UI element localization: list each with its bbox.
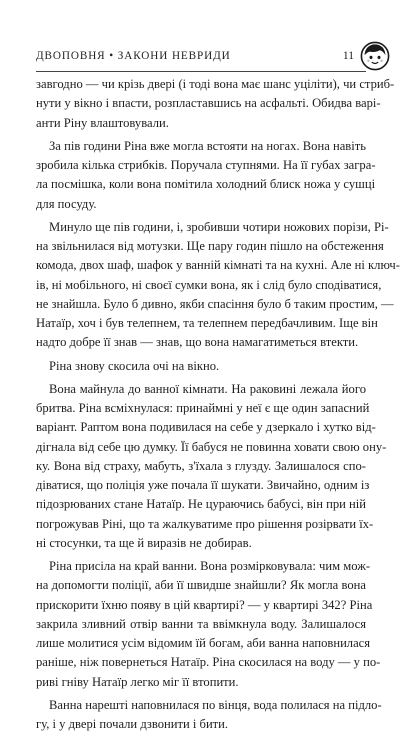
text-line: на звільнилася від мотузки. Ще пару годин пішло на обстеження <box>36 239 384 253</box>
text-line: ла посмішка, коли вона помітила холодний блиск ножа у сушці <box>36 177 376 192</box>
body-text <box>36 75 400 738</box>
text-line: Ріна присіла на край ванни. Вона розмірковувала: чим мож- <box>49 559 371 573</box>
text-line: гу, і у двері почали дзвонити і бити. <box>36 717 229 731</box>
text-line: ку. Вона від страху, мабуть, з'їхала з глузду. Залишалося спо- <box>36 458 366 473</box>
text-line: діватися, що поліція уже почала її шукати. Звичайно, одним із <box>36 478 370 492</box>
paragraph <box>36 218 400 353</box>
text-line: нути у вікно і впасти, розпластавшись на асфальті. Обидва варі- <box>36 96 381 111</box>
text-line: погрожував Ріні, що та жалкуватиме про рішення розірвати їх- <box>36 516 374 531</box>
text-line: комода, двох шаф, шафок у ванній кімнаті та на кухні. Але ні ключ- <box>36 258 400 273</box>
running-head: ДВОПОВНЯ • ЗАКОНИ НЕВРИДИ <box>36 50 231 62</box>
text-line: ів, ні мобільного, ні своєї сумки вона, як і слід було сподіватися, <box>36 277 382 292</box>
text-line: За пів години Ріна вже могла встояти на ногах. Вона навіть <box>49 138 366 153</box>
paragraph <box>36 137 376 214</box>
text-line: підозрюваних стане Натаїр. Не цураючись бабусі, він при ній <box>36 497 367 512</box>
text-line: дігнала від себе цю думку. Її бабуся не повинна ховати свою ону- <box>36 439 387 454</box>
text-line: бритва. Ріна всміхнулася: принаймні у неї є ще один запасний <box>36 401 370 415</box>
text-line: на допомогти поліції, аби її швидше знайшли? Як могла вона <box>36 578 366 593</box>
paragraph <box>36 380 387 553</box>
text-line: варіант. Раптом вона подивилася на себе у дзеркало і хутко від- <box>36 420 376 435</box>
text-line: риві гніву Натаїр легко міг її втопити. <box>36 674 239 689</box>
text-line: прискорити їхню появу в цій квартирі? — у квартирі 342? Ріна <box>36 597 373 612</box>
text-line: Ріна знову скосила очі на вікно. <box>49 358 220 373</box>
page-number: 11 <box>342 50 354 62</box>
text-line: надто добре її знав — знав, що вона намагатиметься втекти. <box>36 335 359 350</box>
text-line: раніше, ніж повернеться Натаїр. Ріна скосилася на воду — у по- <box>36 655 381 670</box>
paragraph <box>36 557 381 692</box>
text-line: закрила зливний отвір ванни та ввімкнула воду. Залишалося <box>36 616 366 631</box>
text-line: не знайшла. Було б дивно, якби спасіння було б таким простим, — <box>36 296 394 311</box>
text-line: Минуло ще пів години, і, зробивши чотири ножових порізи, Рі- <box>49 219 389 234</box>
text-line: Натаїр, хоч і був телепнем, та телепнем передбачливим. Іще він <box>36 316 378 330</box>
text-line: ні стосунки, та ще й виразів не добирав. <box>36 535 252 550</box>
page-header <box>36 50 354 64</box>
text-line: зробила кілька стрибків. Поручала ступнями. На її губах загра- <box>36 158 376 172</box>
text-line: Вона майнула до ванної кімнати. На раковині лежала його <box>49 381 366 396</box>
text-line: Ванна нарешті наповнилася по вінця, вода полилася на підло- <box>49 697 382 712</box>
paragraph <box>36 75 395 133</box>
girl-face-icon <box>360 41 390 71</box>
header-rule <box>36 71 366 72</box>
text-line: анти Ріну влаштовували. <box>36 115 169 130</box>
text-line: для посуду. <box>36 196 97 211</box>
paragraph <box>36 696 382 735</box>
paragraph <box>36 357 366 376</box>
text-line: завгодно — чи крізь двері (і тоді вона має шанс уціліти), чи стриб- <box>36 77 395 91</box>
text-line: лише молитися усім відомим їй богам, аби ванна наповнилася <box>36 636 371 650</box>
